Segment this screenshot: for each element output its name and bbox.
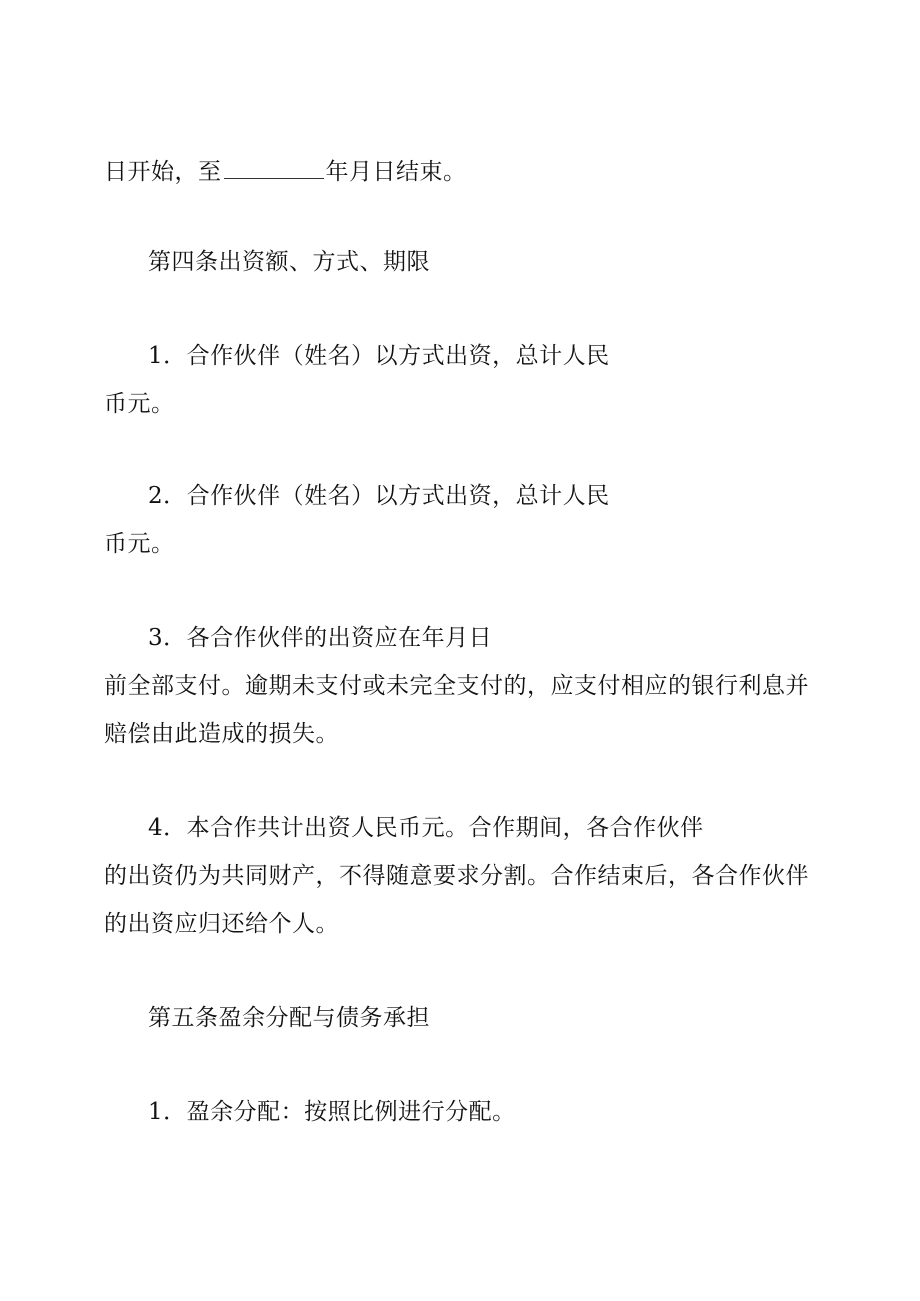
article4-item1-line1: 1．合作伙伴（姓名）以方式出资，总计人民 bbox=[148, 343, 610, 369]
article4-item3-line2: 前全部支付。逾期未支付或未完全支付的，应支付相应的银行利息并 bbox=[104, 673, 809, 699]
continuation-text-start: 日开始，至 bbox=[104, 159, 222, 185]
article4-item2-line2: 币元。 bbox=[104, 531, 175, 557]
article4-item1-line2: 币元。 bbox=[104, 391, 175, 417]
article5-item1-line1: 1．盈余分配：按照比例进行分配。 bbox=[148, 1099, 516, 1125]
article5-heading: 第五条盈余分配与债务承担 bbox=[148, 1005, 430, 1031]
article4-heading: 第四条出资额、方式、期限 bbox=[148, 249, 430, 275]
article4-item4-line2: 的出资仍为共同财产，不得随意要求分割。合作结束后，各合作伙伴 bbox=[104, 863, 809, 889]
article4-item3-line1: 3．各合作伙伴的出资应在年月日 bbox=[148, 625, 493, 651]
continuation-line bbox=[104, 158, 467, 186]
article4-item2-line1: 2．合作伙伴（姓名）以方式出资，总计人民 bbox=[148, 483, 610, 509]
article4-item4-line1: 4．本合作共计出资人民币元。合作期间，各合作伙伴 bbox=[148, 815, 704, 841]
continuation-text-end: 年月日结束。 bbox=[325, 159, 467, 185]
article4-item4-line3: 的出资应归还给个人。 bbox=[104, 911, 339, 937]
article4-item3-line3: 赔偿由此造成的损失。 bbox=[104, 721, 339, 747]
blank-underline bbox=[224, 158, 324, 179]
